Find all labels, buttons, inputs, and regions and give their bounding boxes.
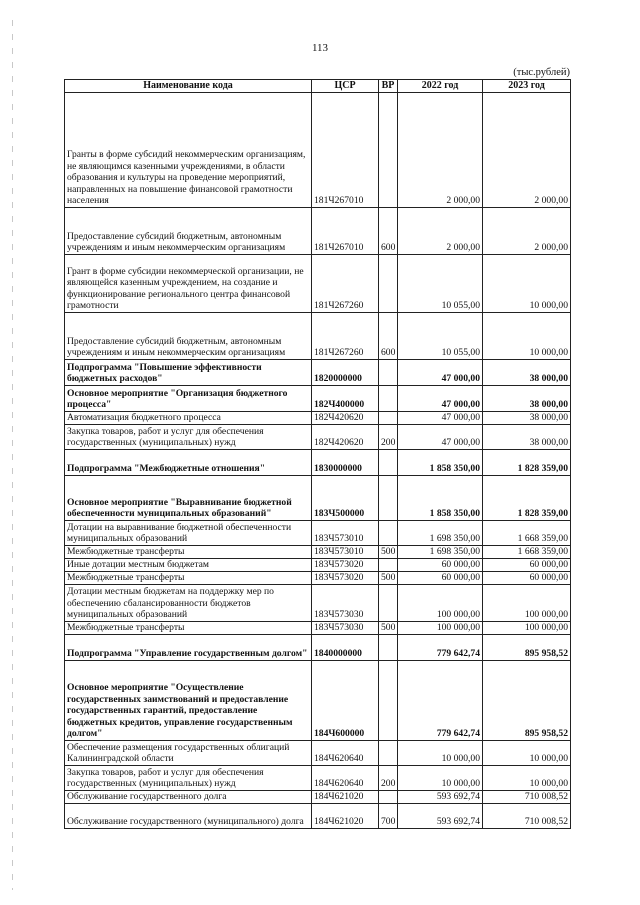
cell-2023: 60 000,00 <box>483 572 571 585</box>
cell-csr: 184Ч621020 <box>312 791 379 804</box>
cell-2022: 1 698 350,00 <box>398 546 483 559</box>
cell-name: Подпрограмма "Повышение эффективности бюджетных расходов" <box>65 360 312 386</box>
table-row <box>65 412 571 425</box>
cell-vr <box>379 661 398 741</box>
cell-2022: 593 692,74 <box>398 791 483 804</box>
cell-2022: 47 000,00 <box>398 412 483 425</box>
cell-name: Межбюджетные трансферты <box>65 622 312 635</box>
cell-name: Обеспечение размещения государственных облигаций Калининградской области <box>65 741 312 766</box>
cell-csr: 181Ч267010 <box>312 93 379 208</box>
cell-vr <box>379 521 398 546</box>
table-header-row <box>65 80 571 93</box>
table-row <box>65 661 571 741</box>
cell-name: Подпрограмма "Межбюджетные отношения" <box>65 450 312 476</box>
table-row <box>65 425 571 450</box>
cell-2022: 593 692,74 <box>398 804 483 829</box>
cell-csr: 183Ч573010 <box>312 546 379 559</box>
cell-2023: 1 668 359,00 <box>483 521 571 546</box>
cell-vr: 600 <box>379 208 398 255</box>
cell-2023: 100 000,00 <box>483 622 571 635</box>
cell-csr: 183Ч573020 <box>312 572 379 585</box>
cell-vr <box>379 93 398 208</box>
cell-vr <box>379 741 398 766</box>
cell-2022: 47 000,00 <box>398 425 483 450</box>
cell-name: Обслуживание государственного (муниципального) долга <box>65 804 312 829</box>
column-header-2023: 2023 год <box>483 80 571 93</box>
cell-vr <box>379 255 398 313</box>
cell-vr <box>379 559 398 572</box>
cell-csr: 183Ч573030 <box>312 585 379 622</box>
cell-name: Обслуживание государственного долга <box>65 791 312 804</box>
column-header-vr: ВР <box>379 80 398 93</box>
cell-2022: 100 000,00 <box>398 622 483 635</box>
cell-2022: 60 000,00 <box>398 572 483 585</box>
cell-2022: 1 698 350,00 <box>398 521 483 546</box>
table-row <box>65 559 571 572</box>
cell-2022: 47 000,00 <box>398 386 483 412</box>
cell-csr: 182Ч400000 <box>312 386 379 412</box>
column-header-csr: ЦСР <box>312 80 379 93</box>
cell-name: Закупка товаров, работ и услуг для обеспечения государственных (муниципальных) нужд <box>65 425 312 450</box>
cell-name: Предоставление субсидий бюджетным, автономным учреждениям и иным некоммерческим организациям <box>65 313 312 360</box>
cell-vr <box>379 791 398 804</box>
cell-2023: 38 000,00 <box>483 412 571 425</box>
cell-csr: 181Ч267010 <box>312 208 379 255</box>
cell-name: Подпрограмма "Управление государственным долгом" <box>65 635 312 661</box>
cell-csr: 183Ч573020 <box>312 559 379 572</box>
cell-2023: 710 008,52 <box>483 804 571 829</box>
cell-csr: 183Ч573030 <box>312 622 379 635</box>
cell-2022: 2 000,00 <box>398 208 483 255</box>
cell-name: Предоставление субсидий бюджетным, автономным учреждениям и иным некоммерческим организациям <box>65 208 312 255</box>
table-row <box>65 546 571 559</box>
cell-csr: 182Ч420620 <box>312 412 379 425</box>
column-header-2022: 2022 год <box>398 80 483 93</box>
table-row <box>65 622 571 635</box>
cell-name: Дотации местным бюджетам на поддержку мер по обеспечению сбалансированности бюджетов муниципальных образований <box>65 585 312 622</box>
cell-2023: 60 000,00 <box>483 559 571 572</box>
table-row <box>65 585 571 622</box>
units-label: (тыс.рублей) <box>513 67 570 78</box>
table-row <box>65 476 571 521</box>
cell-name: Дотации на выравнивание бюджетной обеспеченности муниципальных образований <box>65 521 312 546</box>
table-row <box>65 635 571 661</box>
page-number: 113 <box>311 42 329 54</box>
cell-name: Гранты в форме субсидий некоммерческим организациям, не являющимся казенными учреждениями, в области образования и культуры на проведение мероприятий, направленных на повышение финансовой грамотности населения <box>65 93 312 208</box>
cell-2023: 895 958,52 <box>483 661 571 741</box>
cell-csr: 184Ч600000 <box>312 661 379 741</box>
cell-csr: 183Ч500000 <box>312 476 379 521</box>
cell-vr <box>379 635 398 661</box>
cell-name: Межбюджетные трансферты <box>65 546 312 559</box>
scan-margin-line <box>12 20 13 890</box>
cell-2023: 2 000,00 <box>483 208 571 255</box>
table-row <box>65 255 571 313</box>
table-row <box>65 360 571 386</box>
cell-2023: 10 000,00 <box>483 255 571 313</box>
cell-csr: 184Ч620640 <box>312 766 379 791</box>
cell-name: Основное мероприятие "Осуществление государственных заимствований и предоставление государственных гарантий, предоставление бюджетных кредитов, управление государственным долгом" <box>65 661 312 741</box>
table-row <box>65 386 571 412</box>
cell-vr <box>379 360 398 386</box>
cell-csr: 184Ч620640 <box>312 741 379 766</box>
cell-vr: 700 <box>379 804 398 829</box>
cell-2023: 895 958,52 <box>483 635 571 661</box>
cell-2023: 38 000,00 <box>483 360 571 386</box>
table-row <box>65 93 571 208</box>
cell-vr: 500 <box>379 572 398 585</box>
cell-vr: 500 <box>379 546 398 559</box>
cell-name: Межбюджетные трансферты <box>65 572 312 585</box>
cell-2023: 10 000,00 <box>483 741 571 766</box>
table-body <box>65 93 571 829</box>
cell-2023: 38 000,00 <box>483 425 571 450</box>
cell-2023: 1 668 359,00 <box>483 546 571 559</box>
cell-2022: 10 000,00 <box>398 741 483 766</box>
table-row <box>65 804 571 829</box>
table-row <box>65 208 571 255</box>
cell-2022: 2 000,00 <box>398 93 483 208</box>
column-header-name: Наименование кода <box>65 80 312 93</box>
cell-name: Основное мероприятие "Выравнивание бюджетной обеспеченности муниципальных образований" <box>65 476 312 521</box>
cell-2023: 10 000,00 <box>483 766 571 791</box>
table-row <box>65 791 571 804</box>
cell-2023: 100 000,00 <box>483 585 571 622</box>
cell-2022: 10 055,00 <box>398 313 483 360</box>
cell-name: Закупка товаров, работ и услуг для обеспечения государственных (муниципальных) нужд <box>65 766 312 791</box>
cell-vr <box>379 412 398 425</box>
cell-2023: 10 000,00 <box>483 313 571 360</box>
cell-csr: 181Ч267260 <box>312 313 379 360</box>
cell-name: Иные дотации местным бюджетам <box>65 559 312 572</box>
cell-vr <box>379 386 398 412</box>
table-row <box>65 741 571 766</box>
cell-2022: 10 000,00 <box>398 766 483 791</box>
cell-name: Основное мероприятие "Организация бюджетного процесса" <box>65 386 312 412</box>
cell-2023: 1 828 359,00 <box>483 476 571 521</box>
cell-2023: 2 000,00 <box>483 93 571 208</box>
table-row <box>65 521 571 546</box>
cell-csr: 1830000000 <box>312 450 379 476</box>
cell-csr: 1820000000 <box>312 360 379 386</box>
cell-vr: 200 <box>379 766 398 791</box>
cell-vr <box>379 585 398 622</box>
budget-table <box>64 79 571 829</box>
table-row <box>65 450 571 476</box>
cell-2022: 47 000,00 <box>398 360 483 386</box>
cell-2023: 1 828 359,00 <box>483 450 571 476</box>
cell-vr: 500 <box>379 622 398 635</box>
cell-2022: 1 858 350,00 <box>398 476 483 521</box>
cell-vr: 600 <box>379 313 398 360</box>
cell-2023: 38 000,00 <box>483 386 571 412</box>
cell-csr: 1840000000 <box>312 635 379 661</box>
cell-2022: 1 858 350,00 <box>398 450 483 476</box>
cell-vr <box>379 450 398 476</box>
cell-vr: 200 <box>379 425 398 450</box>
table-row <box>65 572 571 585</box>
cell-vr <box>379 476 398 521</box>
cell-name: Грант в форме субсидии некоммерческой организации, не являющейся казенным учреждением, на создание и функционирование регионального центра финансовой грамотности <box>65 255 312 313</box>
cell-2023: 710 008,52 <box>483 791 571 804</box>
cell-csr: 184Ч621020 <box>312 804 379 829</box>
cell-csr: 182Ч420620 <box>312 425 379 450</box>
cell-name: Автоматизация бюджетного процесса <box>65 412 312 425</box>
cell-2022: 779 642,74 <box>398 661 483 741</box>
table-row <box>65 766 571 791</box>
cell-csr: 183Ч573010 <box>312 521 379 546</box>
cell-2022: 100 000,00 <box>398 585 483 622</box>
table-row <box>65 313 571 360</box>
cell-csr: 181Ч267260 <box>312 255 379 313</box>
cell-2022: 60 000,00 <box>398 559 483 572</box>
cell-2022: 779 642,74 <box>398 635 483 661</box>
cell-2022: 10 055,00 <box>398 255 483 313</box>
